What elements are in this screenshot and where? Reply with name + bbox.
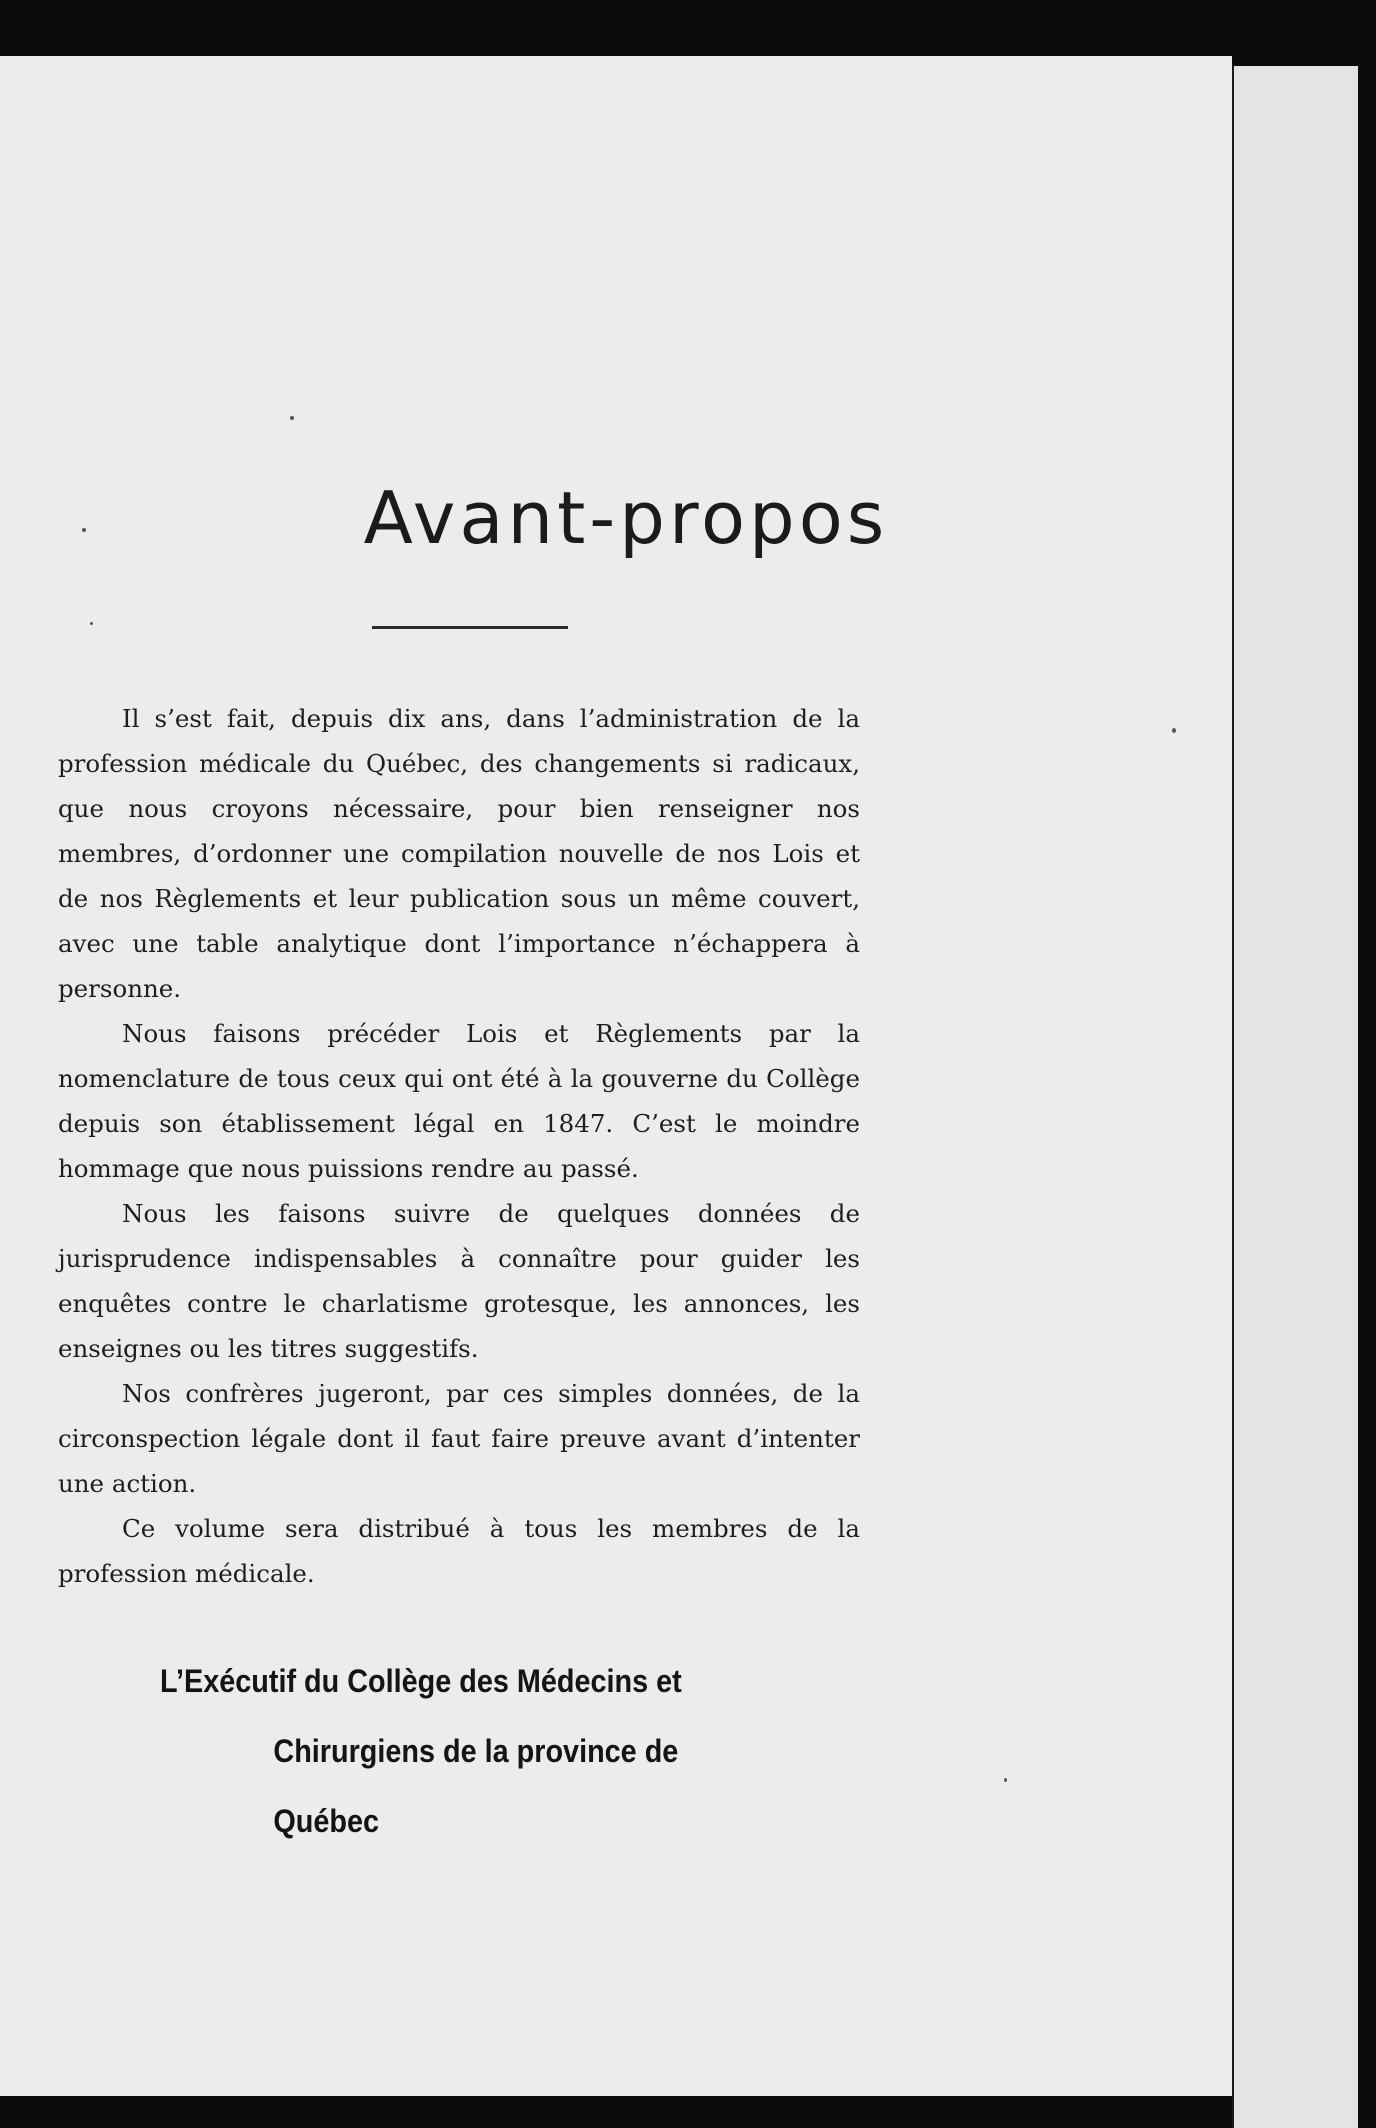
paper-speck: [290, 416, 294, 420]
signature-line-2: Chirurgiens de la province de Québec: [273, 1733, 679, 1839]
page-title: Avant-propos: [363, 476, 889, 560]
paragraph: Il s’est fait, depuis dix ans, dans l’administration de la profession médicale du Québec, des changements si radicaux, que nous croyons nécessaire, pour bien renseigner nos membres, d’ordonner une compilation nouvelle de nos Lois et de nos Règlements et leur publication sous un même couvert, avec une table analytique dont l’importance n’échappera à personne.: [58, 704, 860, 1003]
signature-line-1: L’Exécutif du Collège des Médecins et: [160, 1663, 682, 1699]
paragraph: Nous faisons précéder Lois et Règlements par la nomenclature de tous ceux qui ont été à la gouverne du Collège depuis son établissement légal en 1847. C’est le moindre hommage que nous puissions rendre au passé.: [58, 1019, 860, 1183]
paragraph: Ce volume sera distribué à tous les membres de la profession médicale.: [58, 1514, 860, 1588]
paper-speck: [1004, 1778, 1007, 1782]
paragraph: Nos confrères jugeront, par ces simples données, de la circonspection légale dont il faut faire preuve avant d’intenter une action.: [58, 1379, 860, 1498]
paper-speck: [1172, 728, 1176, 733]
paper-speck: [90, 622, 93, 625]
paper-speck: [82, 528, 86, 532]
foreword-body: [58, 696, 860, 1596]
title-divider: [372, 626, 568, 629]
signature-block: [160, 1646, 790, 1856]
paragraph: Nous les faisons suivre de quelques données de jurisprudence indispensables à connaître pour guider les enquêtes contre le charlatisme grotesque, les annonces, les enseignes ou les titres suggestifs.: [58, 1199, 860, 1363]
book-page: [0, 56, 1232, 2096]
next-page-edge: [1232, 66, 1358, 2128]
